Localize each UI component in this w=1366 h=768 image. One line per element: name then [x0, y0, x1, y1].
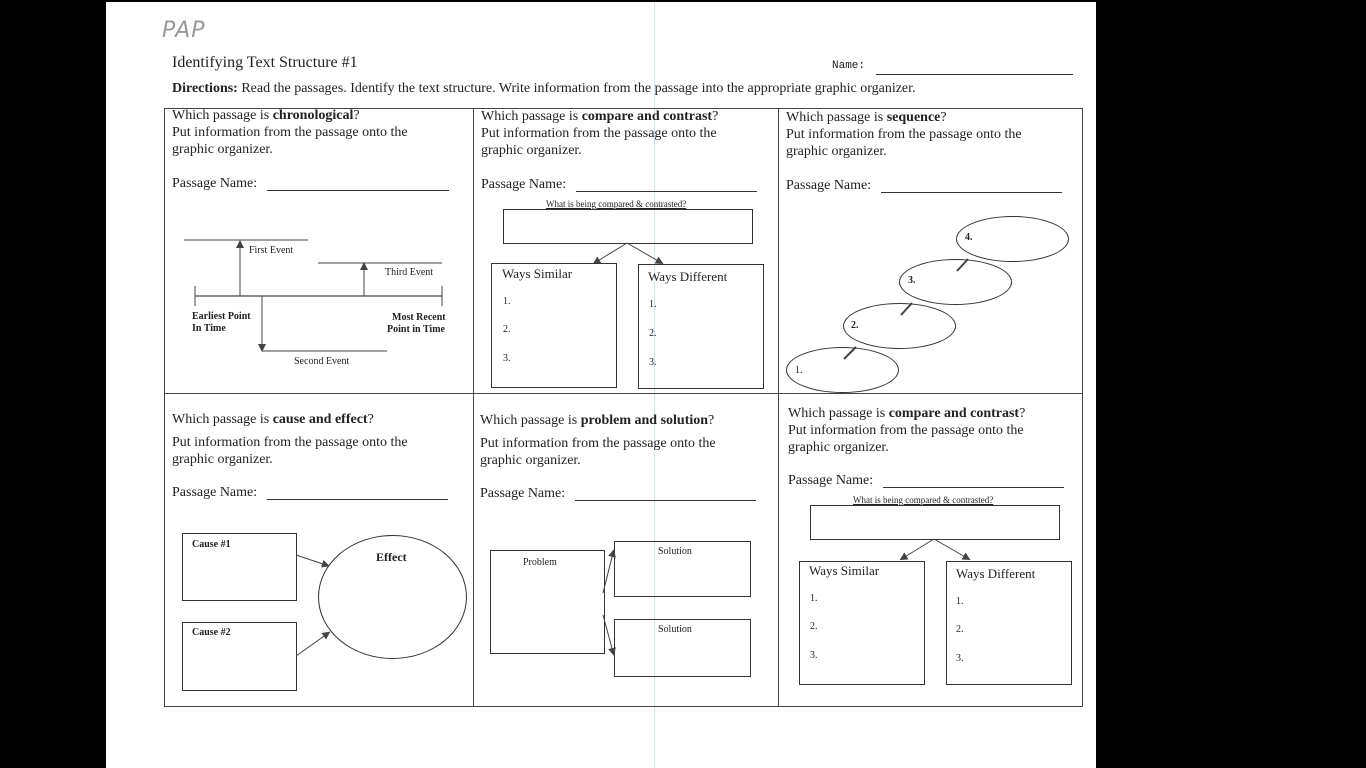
problem-instructions-2: graphic organizer. [480, 453, 581, 468]
compare2-different-label: Ways Different [956, 566, 1036, 581]
effect-label: Effect [376, 550, 407, 564]
compare1-similar-3: 3. [503, 353, 511, 364]
problem-passage-name-label: Passage Name: [480, 486, 566, 501]
chrono-instructions-1: Put information from the passage onto the [172, 125, 408, 140]
page-title: Identifying Text Structure #1 [172, 54, 358, 71]
second-event-label: Second Event [294, 356, 350, 367]
compare2-different-2: 2. [956, 624, 964, 635]
sequence-instructions-1: Put information from the passage onto the [786, 127, 1022, 142]
compare1-what-label: What is being compared & contrasted? [546, 199, 687, 209]
compare1-different-3: 3. [649, 357, 657, 368]
compare2-similar-2: 2. [810, 621, 818, 632]
compare1-instructions-2: graphic organizer. [481, 143, 582, 158]
compare1-similar-label: Ways Similar [502, 266, 573, 281]
compare1-different-2: 2. [649, 328, 657, 339]
handwritten-pap: PAP [162, 18, 206, 43]
sequence-question: Which passage is sequence? [786, 110, 947, 125]
compare1-similar-1: 1. [503, 296, 511, 307]
most-recent-label-2: Point in Time [387, 324, 445, 335]
name-label: Name: [832, 60, 866, 72]
directions-text: Read the passages. Identify the text structure. Write information from the passage into the appropriate graphic organizer. [241, 81, 916, 96]
earliest-point-label-2: In Time [192, 323, 226, 334]
compare2-question: Which passage is compare and contrast? [788, 406, 1026, 421]
problem-label: Problem [523, 557, 557, 568]
compare1-different-1: 1. [649, 299, 657, 310]
problem-question: Which passage is problem and solution? [480, 413, 715, 428]
sequence-step-4: 4. [965, 232, 973, 243]
earliest-point-label-1: Earliest Point [192, 311, 251, 322]
compare2-similar-1: 1. [810, 593, 818, 604]
compare2-different-1: 1. [956, 596, 964, 607]
chrono-question: Which passage is chronological? [172, 108, 360, 123]
sequence-step-2: 2. [851, 320, 859, 331]
compare2-similar-3: 3. [810, 650, 818, 661]
cause-instructions-2: graphic organizer. [172, 452, 273, 467]
sequence-instructions-2: graphic organizer. [786, 144, 887, 159]
compare2-different-3: 3. [956, 653, 964, 664]
sequence-step-3: 3. [908, 275, 916, 286]
problem-instructions-1: Put information from the passage onto the [480, 436, 716, 451]
chrono-instructions-2: graphic organizer. [172, 142, 273, 157]
compare2-instructions-2: graphic organizer. [788, 440, 889, 455]
cause-passage-name-label: Passage Name: [172, 485, 258, 500]
cause1-label: Cause #1 [192, 539, 231, 550]
compare1-instructions-1: Put information from the passage onto the [481, 126, 717, 141]
sequence-passage-name-label: Passage Name: [786, 178, 872, 193]
compare1-passage-name-label: Passage Name: [481, 177, 567, 192]
cause-instructions-1: Put information from the passage onto the [172, 435, 408, 450]
first-event-label: First Event [249, 245, 294, 256]
directions-label: Directions: [172, 81, 238, 96]
compare1-question: Which passage is compare and contrast? [481, 109, 719, 124]
third-event-label: Third Event [385, 267, 434, 278]
worksheet-page [106, 2, 1096, 768]
solution2-label: Solution [658, 624, 692, 635]
solution1-label: Solution [658, 546, 692, 557]
cause2-label: Cause #2 [192, 627, 231, 638]
compare2-what-label: What is being compared & contrasted? [853, 495, 994, 505]
compare2-passage-name-label: Passage Name: [788, 473, 874, 488]
compare2-instructions-1: Put information from the passage onto the [788, 423, 1024, 438]
compare2-similar-label: Ways Similar [809, 563, 880, 578]
chrono-passage-name-label: Passage Name: [172, 176, 258, 191]
most-recent-label-1: Most Recent [392, 312, 446, 323]
compare2-similar-box[interactable] [799, 561, 925, 685]
compare1-similar-2: 2. [503, 324, 511, 335]
compare1-different-label: Ways Different [648, 269, 728, 284]
sequence-step-1: 1. [795, 365, 803, 376]
cause-question: Which passage is cause and effect? [172, 412, 374, 427]
